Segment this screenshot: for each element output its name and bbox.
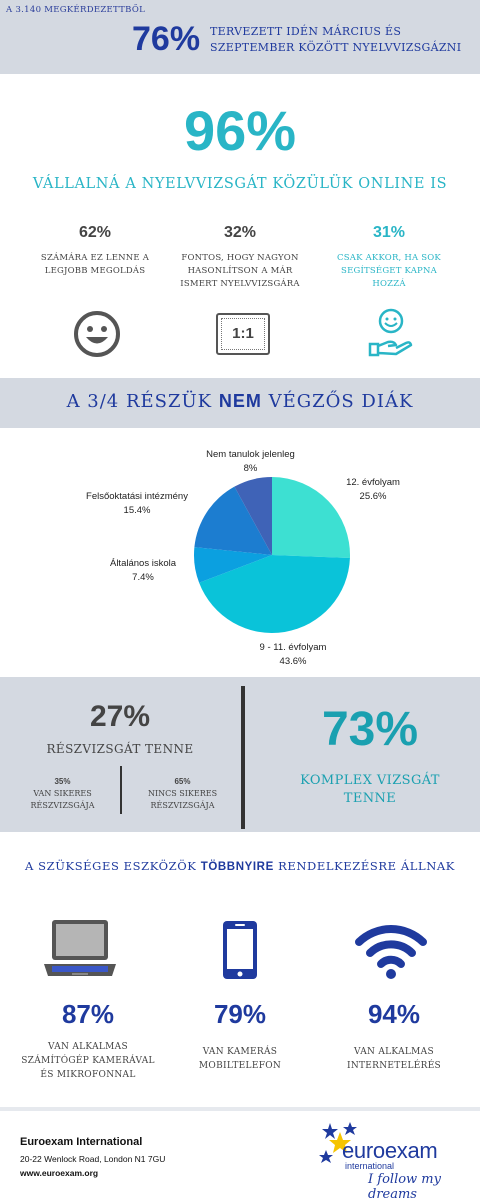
headline-bold: NEM [218,391,262,411]
pie-label-value: 7.4% [132,572,154,583]
sub-stat [135,776,230,812]
pie-label-value: 15.4% [123,505,151,516]
header-text [210,24,480,56]
stat-percent: 32% [223,224,257,241]
stat-column [165,224,315,291]
stat-text [165,252,315,291]
pie-label-value: 25.6% [359,491,387,502]
complex-line: KOMPLEX VIZSGÁT [300,773,440,788]
tool-line: ÉS MIKROFONNAL [40,1070,136,1080]
stat-text [20,252,170,278]
smiley-icon [73,310,121,358]
pie-label-name: Általános iskola [109,558,176,569]
stat-column [20,224,170,278]
footer-company: Euroexam International [20,1136,143,1148]
headline-post: VÉGZŐS DIÁK [268,391,414,412]
footer-website[interactable]: www.euroexam.org [20,1168,99,1178]
stat-line: CSAK AKKOR, HA SOK [337,253,441,263]
pie-label [243,641,343,669]
header-percent: 76% [132,20,201,58]
sub-stat-line: RÉSZVIZSGÁJA [30,801,95,810]
students-headline [0,391,480,412]
pie-label [188,448,313,476]
tool-text [314,1045,474,1073]
tool-text [8,1040,168,1082]
stat-line: HASONLÍTSON A MÁR [187,266,293,276]
survey-count: A 3.140 MEGKÉRDEZETTBŐL [6,5,146,15]
one-to-one-label: 1:1 [232,325,254,342]
sub-stat-line: RÉSZVIZSGÁJA [150,801,215,810]
tool-line: SZÁMÍTÓGÉP KAMERÁVAL [21,1056,155,1066]
tool-percent: 94% [367,999,421,1029]
logo-subtitle: international [345,1161,395,1171]
complex-label [280,772,460,808]
tool-line: VAN KAMERÁS [202,1047,278,1057]
partial-label: RÉSZVIZSGÁT TENNE [46,742,194,756]
partial-percent: 27% [89,700,151,733]
headline-pre: A 3/4 RÉSZÜK [66,391,213,412]
footer-address: 20-22 Wenlock Road, London N1 7GU [20,1154,166,1164]
header-line: SZEPTEMBER KÖZÖTT NYELVVIZSGÁZNI [210,41,462,54]
stat-line: SZÁMÁRA EZ LENNE A [40,253,150,263]
tools-title-pre: A SZÜKSÉGES ESZKÖZÖK [24,859,197,873]
one-to-one-icon [216,313,270,355]
logo-slogan: I follow my dreams [368,1172,441,1200]
sub-stat [15,776,110,812]
tool-text [160,1045,320,1073]
pie-chart [190,473,354,637]
online-title: VÁLLALNÁ A NYELVVIZSGÁT KÖZÜLÜK ONLINE IS [32,176,448,192]
complex-percent: 73% [321,703,419,756]
exam-divider [241,686,245,829]
pie-label-name: 12. évfolyam [346,477,400,488]
logo-wordmark: euroexam [342,1138,438,1163]
pie-label-name: 9 - 11. évfolyam [259,642,327,653]
tool-line: INTERNETELÉRÉS [346,1061,442,1071]
pie-label [338,476,408,504]
tool-percent: 87% [61,999,115,1029]
pie-label [72,490,202,518]
tools-title-post: RENDELKEZÉSRE ÁLLNAK [278,859,456,873]
stat-line: LEGJOBB MEGOLDÁS [44,266,146,276]
pie-label-value: 43.6% [279,656,307,667]
pie-label-name: Felsőoktatási intézmény [86,491,188,502]
helping-hand-icon [368,308,414,358]
tool-percent: 79% [213,999,267,1029]
sub-stat-percent: 35% [54,777,71,786]
laptop-icon [42,918,118,980]
tools-title [0,859,480,873]
sub-stat-percent: 65% [174,777,191,786]
tool-line: VAN ALKALMAS [354,1047,434,1057]
footer-divider [0,1107,480,1111]
stat-line: ISMERT NYELVVIZSGÁRA [180,279,300,289]
pie-label [98,557,188,585]
sub-stat-line: NINCS SIKERES [147,789,218,798]
pie-label-value: 8% [243,463,258,474]
tools-title-bold: TÖBBNYIRE [200,861,274,873]
sub-divider [120,766,122,814]
wifi-icon [355,920,427,980]
stat-line: SEGÍTSÉGET KAPNA [341,266,437,276]
stat-line: HOZZÁ [372,279,406,289]
online-percent: 96% [183,99,297,162]
stat-percent: 31% [372,224,406,241]
complex-line: TENNE [343,791,397,806]
stat-line: FONTOS, HOGY NAGYON [181,253,299,263]
stat-column [314,224,464,291]
pie-label-name: Nem tanulok jelenleg [206,449,295,460]
sub-stat-line: VAN SIKERES [33,789,92,798]
tool-line: VAN ALKALMAS [48,1042,128,1052]
stat-text [314,252,464,291]
tool-line: MOBILTELEFON [198,1061,282,1071]
stat-percent: 62% [78,224,112,241]
header-line: TERVEZETT IDÉN MÁRCIUS ÉS [210,25,402,38]
smartphone-icon [221,919,259,981]
